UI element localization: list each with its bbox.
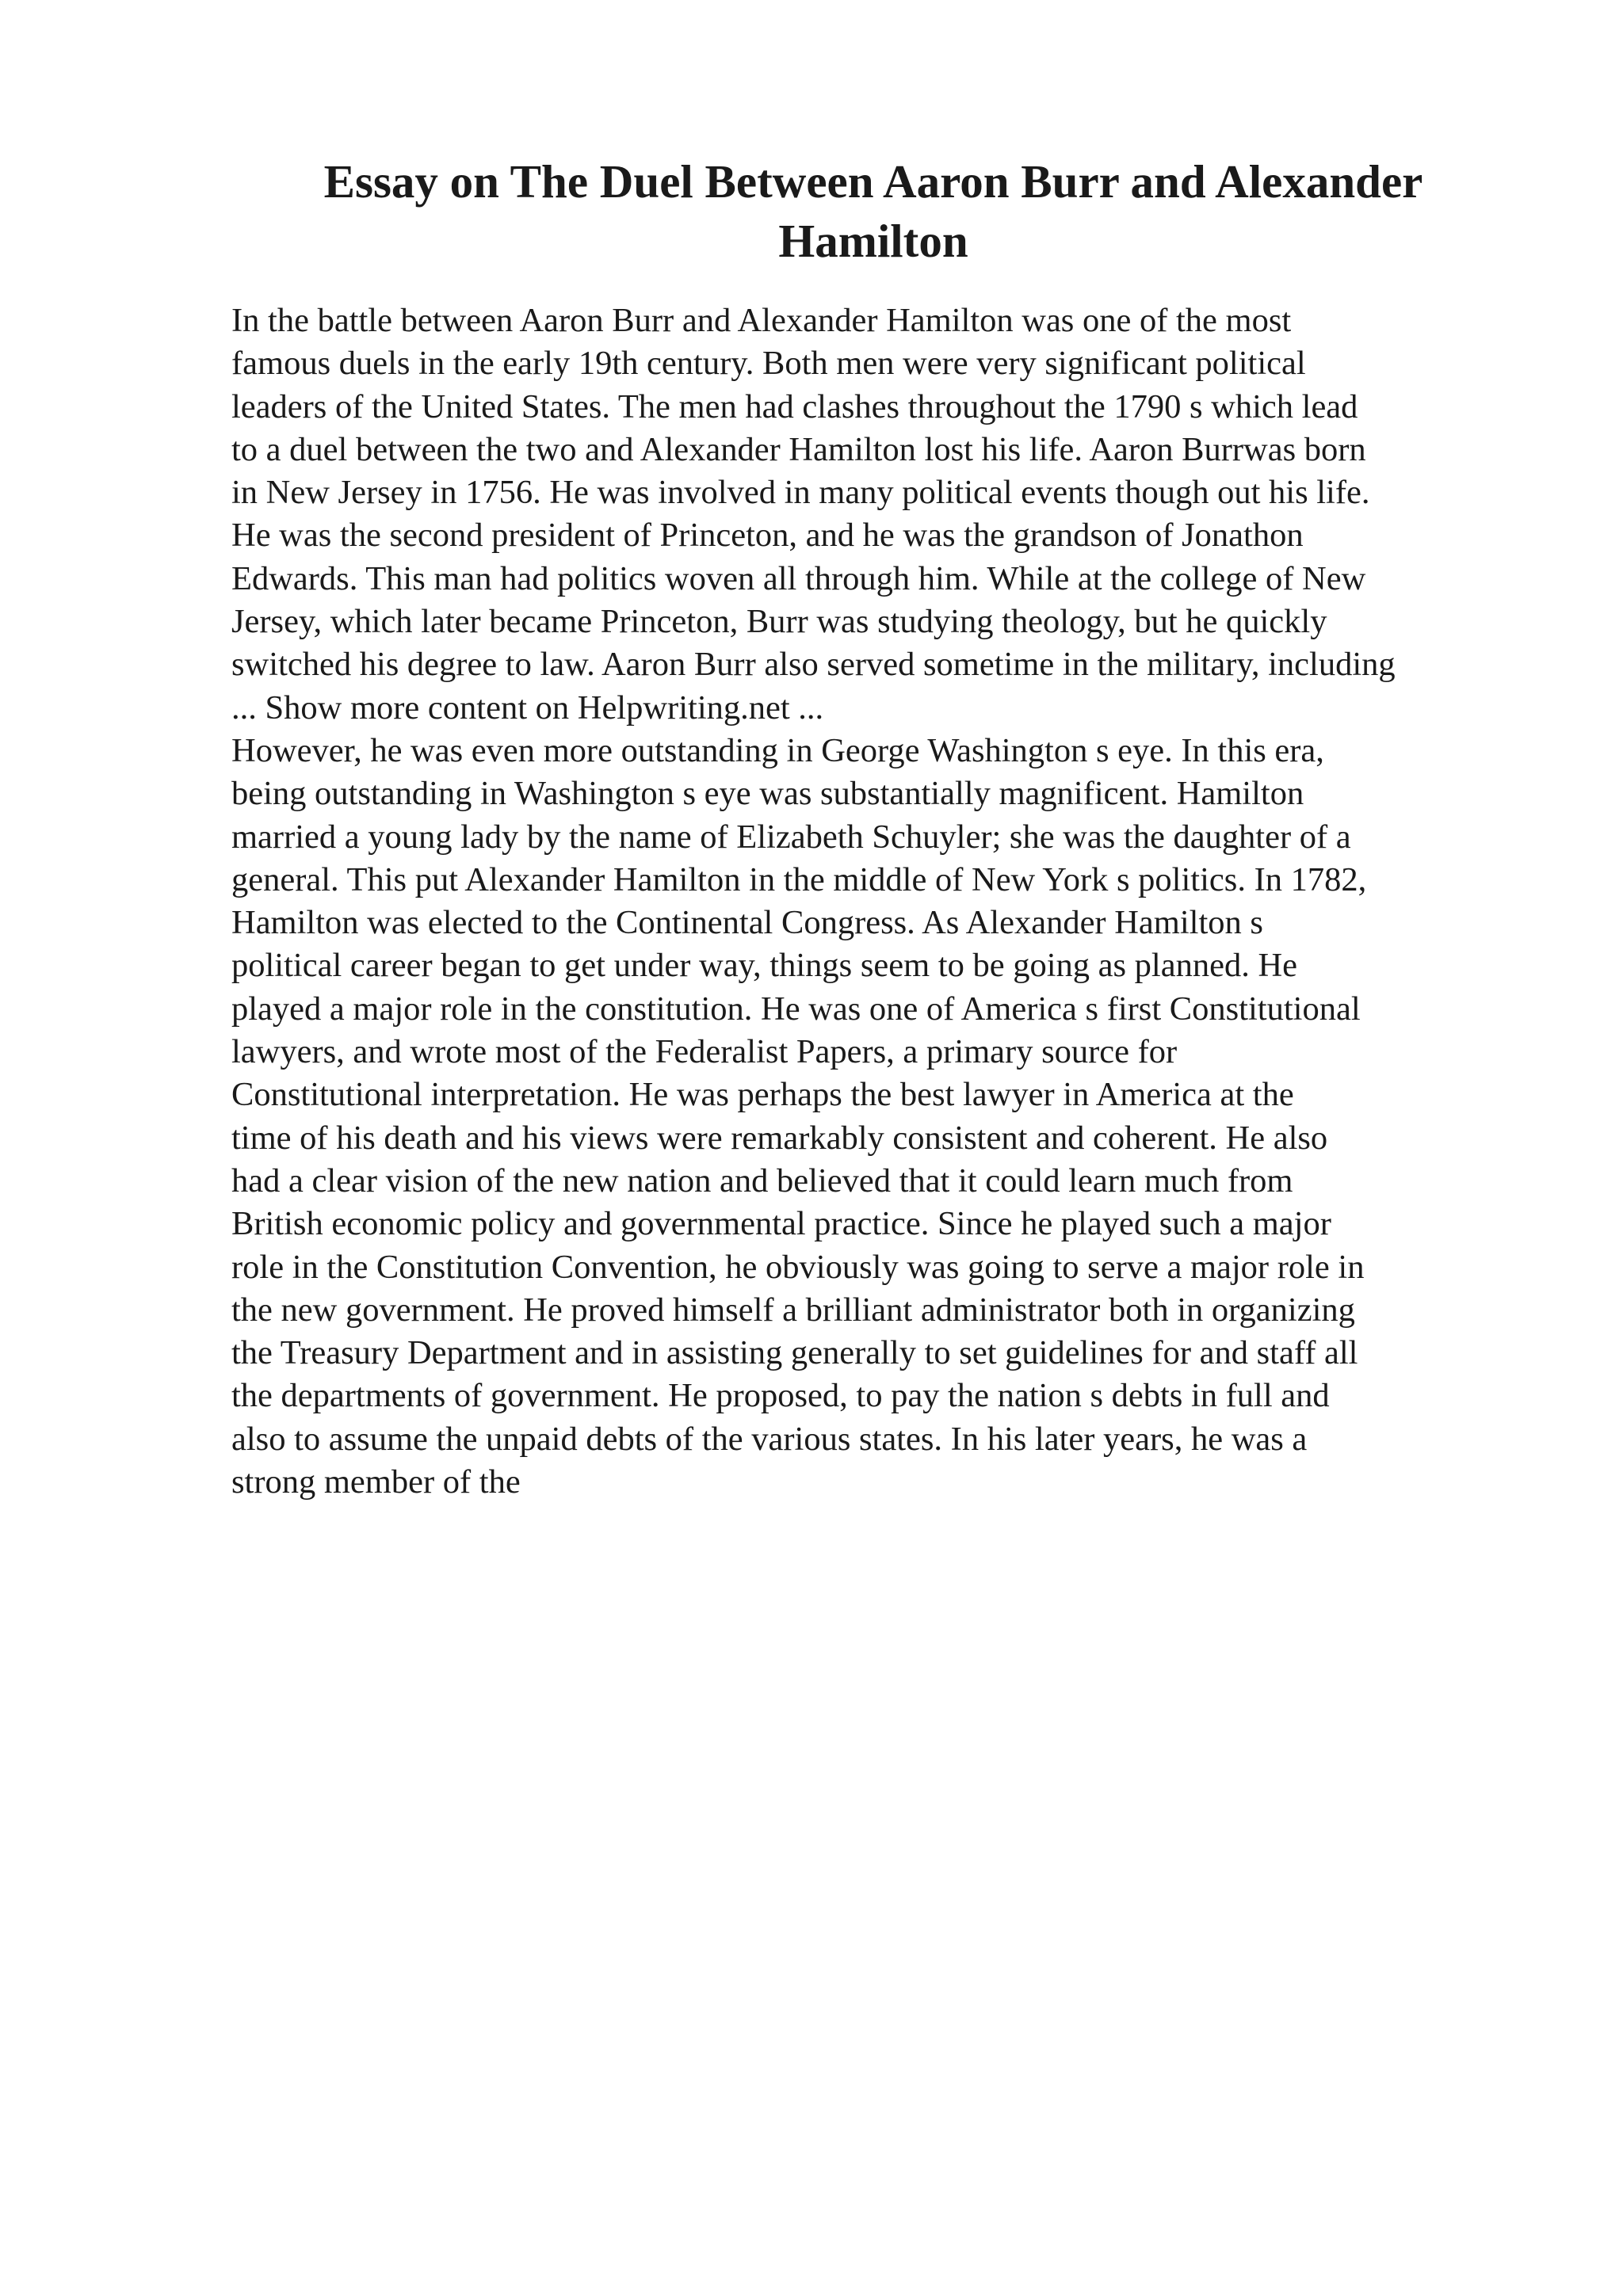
body-line: married a young lady by the name of Elizabeth Schuyler; she was the daughter of a xyxy=(231,818,1351,856)
body-line: also to assume the unpaid debts of the various states. In his later years, he was a xyxy=(231,1420,1308,1458)
body-line: He was the second president of Princeton, and he was the grandson of Jonathon xyxy=(231,517,1304,555)
show-more-content-line: ... Show more content on Helpwriting.net ... xyxy=(231,688,824,727)
body-line: However, he was even more outstanding in George Washington s eye. In this era, xyxy=(231,731,1324,769)
body-line: Edwards. This man had politics woven all through him. While at the college of New xyxy=(231,559,1366,597)
essay-body xyxy=(231,299,1579,1504)
body-line: role in the Constitution Convention, he obviously was going to serve a major role in xyxy=(231,1248,1365,1286)
body-line: the new government. He proved himself a brilliant administrator both in organizing xyxy=(231,1291,1355,1329)
essay-title xyxy=(231,152,1515,271)
body-line: lawyers, and wrote most of the Federalist Papers, a primary source for xyxy=(231,1033,1178,1071)
body-line: switched his degree to law. Aaron Burr also served sometime in the military, including xyxy=(231,646,1396,684)
body-line: general. This put Alexander Hamilton in the middle of New York s politics. In 1782, xyxy=(231,860,1367,898)
essay-title-line: Essay on The Duel Between Aaron Burr and Alexander xyxy=(323,155,1423,208)
body-line: to a duel between the two and Alexander Hamilton lost his life. Aaron Burrwas born xyxy=(231,430,1366,468)
body-line: time of his death and his views were remarkably consistent and coherent. He also xyxy=(231,1119,1328,1157)
body-line: being outstanding in Washington s eye was substantially magnificent. Hamilton xyxy=(231,775,1304,813)
essay-title-line: Hamilton xyxy=(778,215,968,267)
body-line: Jersey, which later became Princeton, Burr was studying theology, but he quickly xyxy=(231,603,1327,641)
body-line: In the battle between Aaron Burr and Alexander Hamilton was one of the most xyxy=(231,302,1292,339)
body-line: political career began to get under way, things seem to be going as planned. He xyxy=(231,947,1297,985)
body-line: British economic policy and governmental practice. Since he played such a major xyxy=(231,1205,1331,1243)
body-line: Hamilton was elected to the Continental Congress. As Alexander Hamilton s xyxy=(231,904,1263,942)
body-line: leaders of the United States. The men had clashes throughout the 1790 s which lead xyxy=(231,387,1358,425)
body-line: in New Jersey in 1756. He was involved in many political events though out his life. xyxy=(231,474,1370,512)
body-line: played a major role in the constitution. He was one of America s first Constitutional xyxy=(231,990,1361,1028)
body-line: famous duels in the early 19th century. Both men were very significant political xyxy=(231,345,1306,383)
body-line: had a clear vision of the new nation and believed that it could learn much from xyxy=(231,1161,1293,1199)
body-line: strong member of the xyxy=(231,1463,521,1501)
body-line: the Treasury Department and in assisting generally to set guidelines for and staff all xyxy=(231,1334,1358,1372)
body-line: Constitutional interpretation. He was perhaps the best lawyer in America at the xyxy=(231,1076,1294,1114)
body-line: the departments of government. He proposed, to pay the nation s debts in full and xyxy=(231,1377,1330,1415)
